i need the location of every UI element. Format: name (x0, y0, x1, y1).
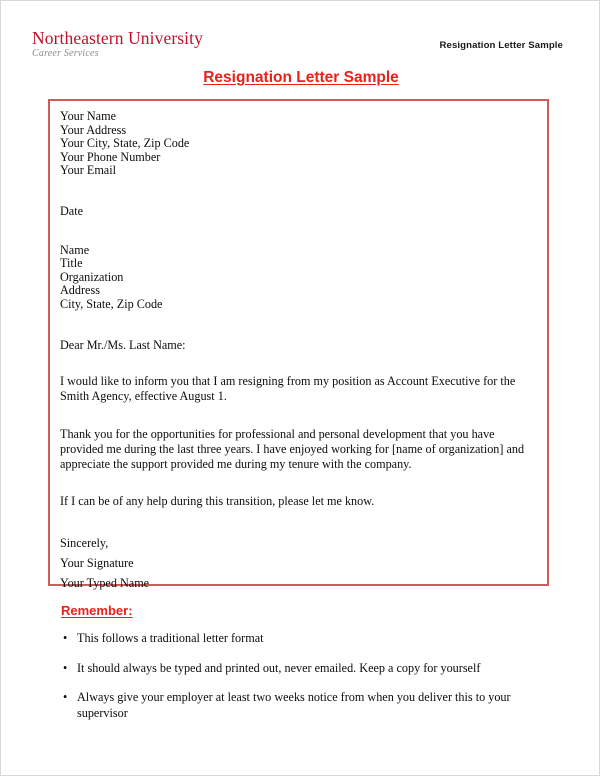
date-line: Date (60, 203, 84, 218)
page-header (1, 29, 599, 69)
date-block (60, 205, 539, 219)
bullet-icon: • (63, 631, 68, 645)
bullet-icon: • (63, 690, 68, 704)
salutation: Dear Mr./Ms. Last Name: (60, 337, 186, 352)
closing-salutation: Sincerely, (60, 536, 109, 551)
department-name: Career Services (32, 48, 99, 60)
spacer (60, 405, 539, 427)
sender-line: Your City, State, Zip Code (60, 136, 190, 151)
sender-line: Your Phone Number (60, 149, 161, 164)
sample-letter-box (48, 99, 549, 591)
bullet-icon: • (63, 660, 68, 675)
remember-list (63, 631, 553, 735)
letter-paragraph-3: If I can be of any help during this transition, please let me know. (60, 494, 375, 509)
spacer (60, 219, 539, 244)
letter-content (60, 110, 539, 593)
recipient-line: Title (60, 256, 83, 271)
list-item-text: This follows a traditional letter format (77, 631, 264, 645)
recipient-line: Organization (60, 269, 124, 284)
page-title: Resignation Letter Sample (203, 69, 399, 86)
recipient-line: City, State, Zip Code (60, 296, 163, 311)
recipient-address-block (60, 244, 539, 312)
remember-heading: Remember: (61, 603, 133, 618)
recipient-line: Address (60, 283, 100, 298)
spacer (60, 178, 539, 205)
sender-address-block (60, 110, 539, 178)
university-name: Northeastern University (32, 28, 203, 48)
university-logo (32, 29, 203, 59)
typed-name-placeholder: Your Typed Name (60, 576, 150, 591)
sender-line: Your Address (60, 122, 127, 137)
letter-paragraph-2: Thank you for the opportunities for professional and personal development that you have provided me during the last three years. I have enjoyed working for [name of organization] and appreciate the support provided me during my tenure with the company. (60, 426, 525, 471)
list-item (63, 661, 553, 677)
sender-line: Your Email (60, 163, 116, 178)
sender-line: Your Name (60, 109, 116, 123)
spacer (60, 312, 539, 339)
letter-paragraph-1: I would like to inform you that I am resigning from my position as Account Executive for the Smith Agency, effective August 1. (60, 374, 516, 404)
list-item-text: Always give your employer at least two weeks notice from when you deliver this to your supervisor (77, 690, 511, 720)
recipient-line: Name (60, 242, 90, 257)
header-document-label: Resignation Letter Sample (439, 40, 563, 51)
list-item-text: It should always be typed and printed out, never emailed. Keep a copy for yourself (77, 660, 481, 675)
spacer (60, 472, 539, 494)
spacer (60, 352, 539, 374)
spacer (60, 509, 539, 533)
signature-placeholder: Your Signature (60, 556, 134, 571)
list-item (63, 631, 553, 647)
letter-closing-block (60, 533, 539, 593)
list-item (63, 690, 553, 721)
